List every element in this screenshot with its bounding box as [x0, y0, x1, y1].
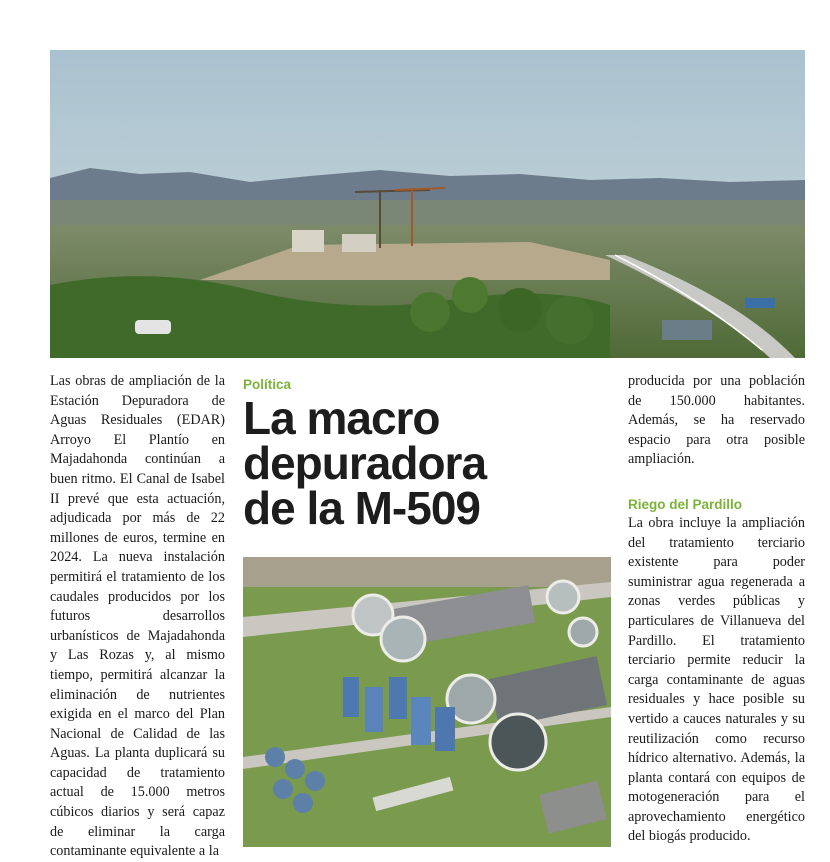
clarifier	[490, 714, 546, 770]
hero-landscape-photo	[50, 50, 805, 358]
headline-block	[243, 377, 613, 534]
headline-line: La macro	[243, 392, 440, 444]
treatment-plant-photo	[243, 557, 611, 847]
category-label: Política	[243, 377, 292, 392]
right-column	[628, 372, 805, 847]
plant-illustration	[243, 557, 611, 847]
landscape-illustration	[50, 50, 805, 358]
subheading: Riego del Pardillo	[628, 496, 743, 512]
right-column-text-2: La obra incluye la ampliación del tratamiento terciario existente para poder suministrar agua regenerada a zonas verdes públicas y particulares de Villanueva del Pardillo. El tratamiento terciario permite reducir la carga contaminante de aguas residuales y hace posible su vertido a cauces naturales y su reutilización como recurso hídrico alternativo. Además, la planta contará con equipos de motogeneración para el aprovechamiento energético del biogás producido.	[628, 514, 805, 845]
car	[135, 320, 171, 334]
road-sign	[662, 320, 712, 340]
tank	[342, 234, 376, 252]
headline-line: de la M-509	[243, 482, 480, 534]
tank	[292, 230, 324, 252]
digester-tank	[365, 687, 383, 732]
headline	[243, 392, 613, 534]
digester-tank	[343, 677, 359, 717]
road-sign	[745, 298, 775, 308]
small-tank	[265, 747, 285, 767]
right-column-text-1: producida por una población de 150.000 habitantes. Además, se ha reservado espacio para otra posible ampliación.	[628, 373, 805, 468]
clarifier	[381, 617, 425, 661]
headline-line: depuradora	[243, 437, 487, 489]
left-column-text: Las obras de ampliación de la Estación Depuradora de Aguas Residuales (EDAR) Arroyo El Plantío en Majadahonda continúan a buen ritmo. El Canal de Isabel II prevé que esta actuación, adjudicada por más de 22 millones de euros, termine en 2024. La nueva instalación permitirá el tratamiento de los caudales producidos por los futuros desarrollos urbanísticos de Majadahonda y Las Rozas y, al mismo tiempo, permitirá alcanzar la eliminación de nutrientes exigida en el marco del Plan Nacional de Calidad de las Aguas. La planta duplicará su capacidad de tratamiento actual de 15.000 metros cúbicos diarios y será capaz de eliminar la carga contaminante equivalente a la	[50, 373, 225, 860]
